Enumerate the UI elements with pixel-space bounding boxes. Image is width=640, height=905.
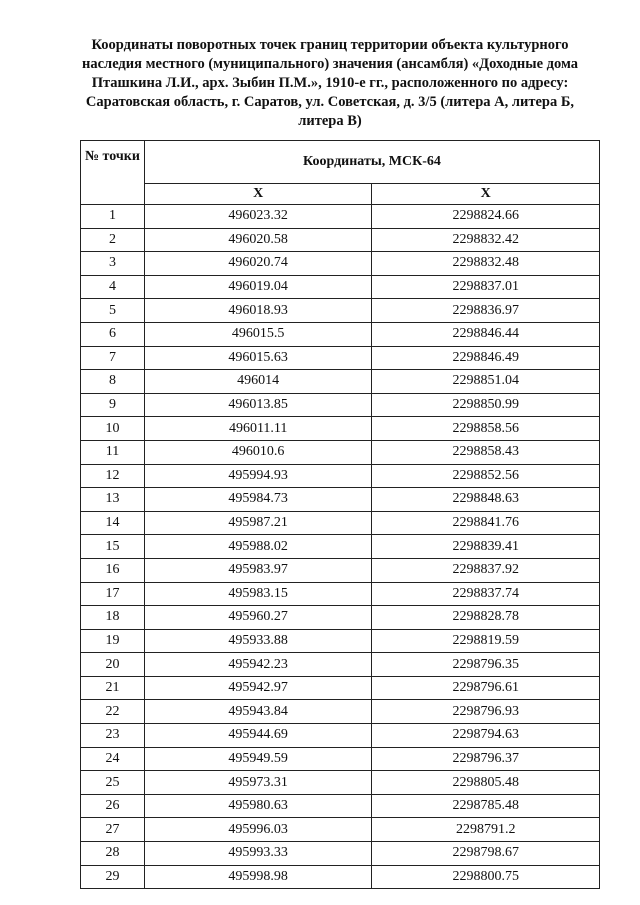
x-coordinate-cell: 495949.59 [144,747,372,771]
x-coordinate-cell: 495984.73 [144,488,372,512]
point-number-cell: 23 [81,724,145,748]
point-number-cell: 18 [81,606,145,630]
y-coordinate-cell: 2298837.92 [372,558,600,582]
title-line: наследия местного (муниципального) значения (ансамбля) «Доходные дома [82,56,578,72]
x-coordinate-cell: 495960.27 [144,606,372,630]
point-number-cell: 29 [81,865,145,889]
x-coordinate-cell: 496014 [144,370,372,394]
y-coordinate-cell: 2298852.56 [372,464,600,488]
header-y: X [372,184,600,205]
y-coordinate-cell: 2298796.35 [372,653,600,677]
table-row [81,653,600,677]
table-row [81,676,600,700]
point-number-cell: 4 [81,275,145,299]
table-row [81,818,600,842]
point-number-cell: 13 [81,488,145,512]
header-x: X [144,184,372,205]
table-row [81,629,600,653]
point-number-cell: 7 [81,346,145,370]
y-coordinate-cell: 2298858.43 [372,440,600,464]
x-coordinate-cell: 495933.88 [144,629,372,653]
point-number-cell: 12 [81,464,145,488]
table-row [81,724,600,748]
x-coordinate-cell: 495987.21 [144,511,372,535]
point-number-cell: 17 [81,582,145,606]
point-number-cell: 8 [81,370,145,394]
point-number-cell: 6 [81,322,145,346]
table-row [81,346,600,370]
title-line: Координаты поворотных точек границ территории объекта культурного [91,37,569,53]
y-coordinate-cell: 2298796.93 [372,700,600,724]
x-coordinate-cell: 495988.02 [144,535,372,559]
point-number-cell: 22 [81,700,145,724]
document-title [60,36,600,131]
x-coordinate-cell: 495993.33 [144,842,372,866]
y-coordinate-cell: 2298841.76 [372,511,600,535]
y-coordinate-cell: 2298832.48 [372,252,600,276]
table-row [81,865,600,889]
x-coordinate-cell: 496010.6 [144,440,372,464]
y-coordinate-cell: 2298791.2 [372,818,600,842]
table-row [81,205,600,229]
point-number-cell: 24 [81,747,145,771]
table-row [81,252,600,276]
table-body [81,205,600,889]
point-number-cell: 25 [81,771,145,795]
coordinates-table [80,140,600,889]
y-coordinate-cell: 2298796.37 [372,747,600,771]
table-row [81,393,600,417]
x-coordinate-cell: 496020.58 [144,228,372,252]
point-number-cell: 10 [81,417,145,441]
x-coordinate-cell: 496013.85 [144,393,372,417]
x-coordinate-cell: 495996.03 [144,818,372,842]
y-coordinate-cell: 2298851.04 [372,370,600,394]
y-coordinate-cell: 2298846.49 [372,346,600,370]
point-number-cell: 26 [81,794,145,818]
table-row [81,299,600,323]
point-number-cell: 27 [81,818,145,842]
table-row [81,700,600,724]
table-row [81,771,600,795]
table-row [81,440,600,464]
x-coordinate-cell: 496018.93 [144,299,372,323]
header-point-number: № точки [81,141,145,205]
point-number-cell: 3 [81,252,145,276]
y-coordinate-cell: 2298839.41 [372,535,600,559]
point-number-cell: 21 [81,676,145,700]
x-coordinate-cell: 495998.98 [144,865,372,889]
point-number-cell: 16 [81,558,145,582]
point-number-cell: 20 [81,653,145,677]
x-coordinate-cell: 496019.04 [144,275,372,299]
table-row [81,558,600,582]
table-row [81,511,600,535]
x-coordinate-cell: 496020.74 [144,252,372,276]
point-number-cell: 14 [81,511,145,535]
point-number-cell: 28 [81,842,145,866]
table-row [81,488,600,512]
x-coordinate-cell: 495944.69 [144,724,372,748]
table-row [81,322,600,346]
y-coordinate-cell: 2298800.75 [372,865,600,889]
x-coordinate-cell: 495980.63 [144,794,372,818]
y-coordinate-cell: 2298824.66 [372,205,600,229]
point-number-cell: 11 [81,440,145,464]
title-line: Пташкина Л.И., арх. Зыбин П.М.», 1910-е гг., расположенного по адресу: [91,75,569,91]
y-coordinate-cell: 2298794.63 [372,724,600,748]
table-row [81,606,600,630]
table-row [81,417,600,441]
header-coordinates: Координаты, МСК-64 [144,141,599,184]
x-coordinate-cell: 495994.93 [144,464,372,488]
y-coordinate-cell: 2298846.44 [372,322,600,346]
y-coordinate-cell: 2298805.48 [372,771,600,795]
table-row [81,228,600,252]
point-number-cell: 15 [81,535,145,559]
y-coordinate-cell: 2298837.01 [372,275,600,299]
table-row [81,794,600,818]
y-coordinate-cell: 2298848.63 [372,488,600,512]
y-coordinate-cell: 2298796.61 [372,676,600,700]
x-coordinate-cell: 496011.11 [144,417,372,441]
point-number-cell: 2 [81,228,145,252]
y-coordinate-cell: 2298828.78 [372,606,600,630]
point-number-cell: 9 [81,393,145,417]
x-coordinate-cell: 495942.97 [144,676,372,700]
y-coordinate-cell: 2298850.99 [372,393,600,417]
table-row [81,747,600,771]
x-coordinate-cell: 496015.5 [144,322,372,346]
x-coordinate-cell: 495983.97 [144,558,372,582]
table-row [81,464,600,488]
table-row [81,275,600,299]
y-coordinate-cell: 2298858.56 [372,417,600,441]
table-row [81,842,600,866]
x-coordinate-cell: 495973.31 [144,771,372,795]
point-number-cell: 5 [81,299,145,323]
point-number-cell: 1 [81,205,145,229]
table-row [81,370,600,394]
x-coordinate-cell: 495942.23 [144,653,372,677]
y-coordinate-cell: 2298785.48 [372,794,600,818]
title-line: Саратовская область, г. Саратов, ул. Советская, д. 3/5 (литера А, литера Б, [85,94,575,110]
x-coordinate-cell: 495943.84 [144,700,372,724]
x-coordinate-cell: 496015.63 [144,346,372,370]
y-coordinate-cell: 2298836.97 [372,299,600,323]
title-line: литера В) [298,113,362,129]
y-coordinate-cell: 2298832.42 [372,228,600,252]
y-coordinate-cell: 2298837.74 [372,582,600,606]
x-coordinate-cell: 496023.32 [144,205,372,229]
y-coordinate-cell: 2298798.67 [372,842,600,866]
table-row [81,535,600,559]
table-row [81,582,600,606]
x-coordinate-cell: 495983.15 [144,582,372,606]
point-number-cell: 19 [81,629,145,653]
y-coordinate-cell: 2298819.59 [372,629,600,653]
